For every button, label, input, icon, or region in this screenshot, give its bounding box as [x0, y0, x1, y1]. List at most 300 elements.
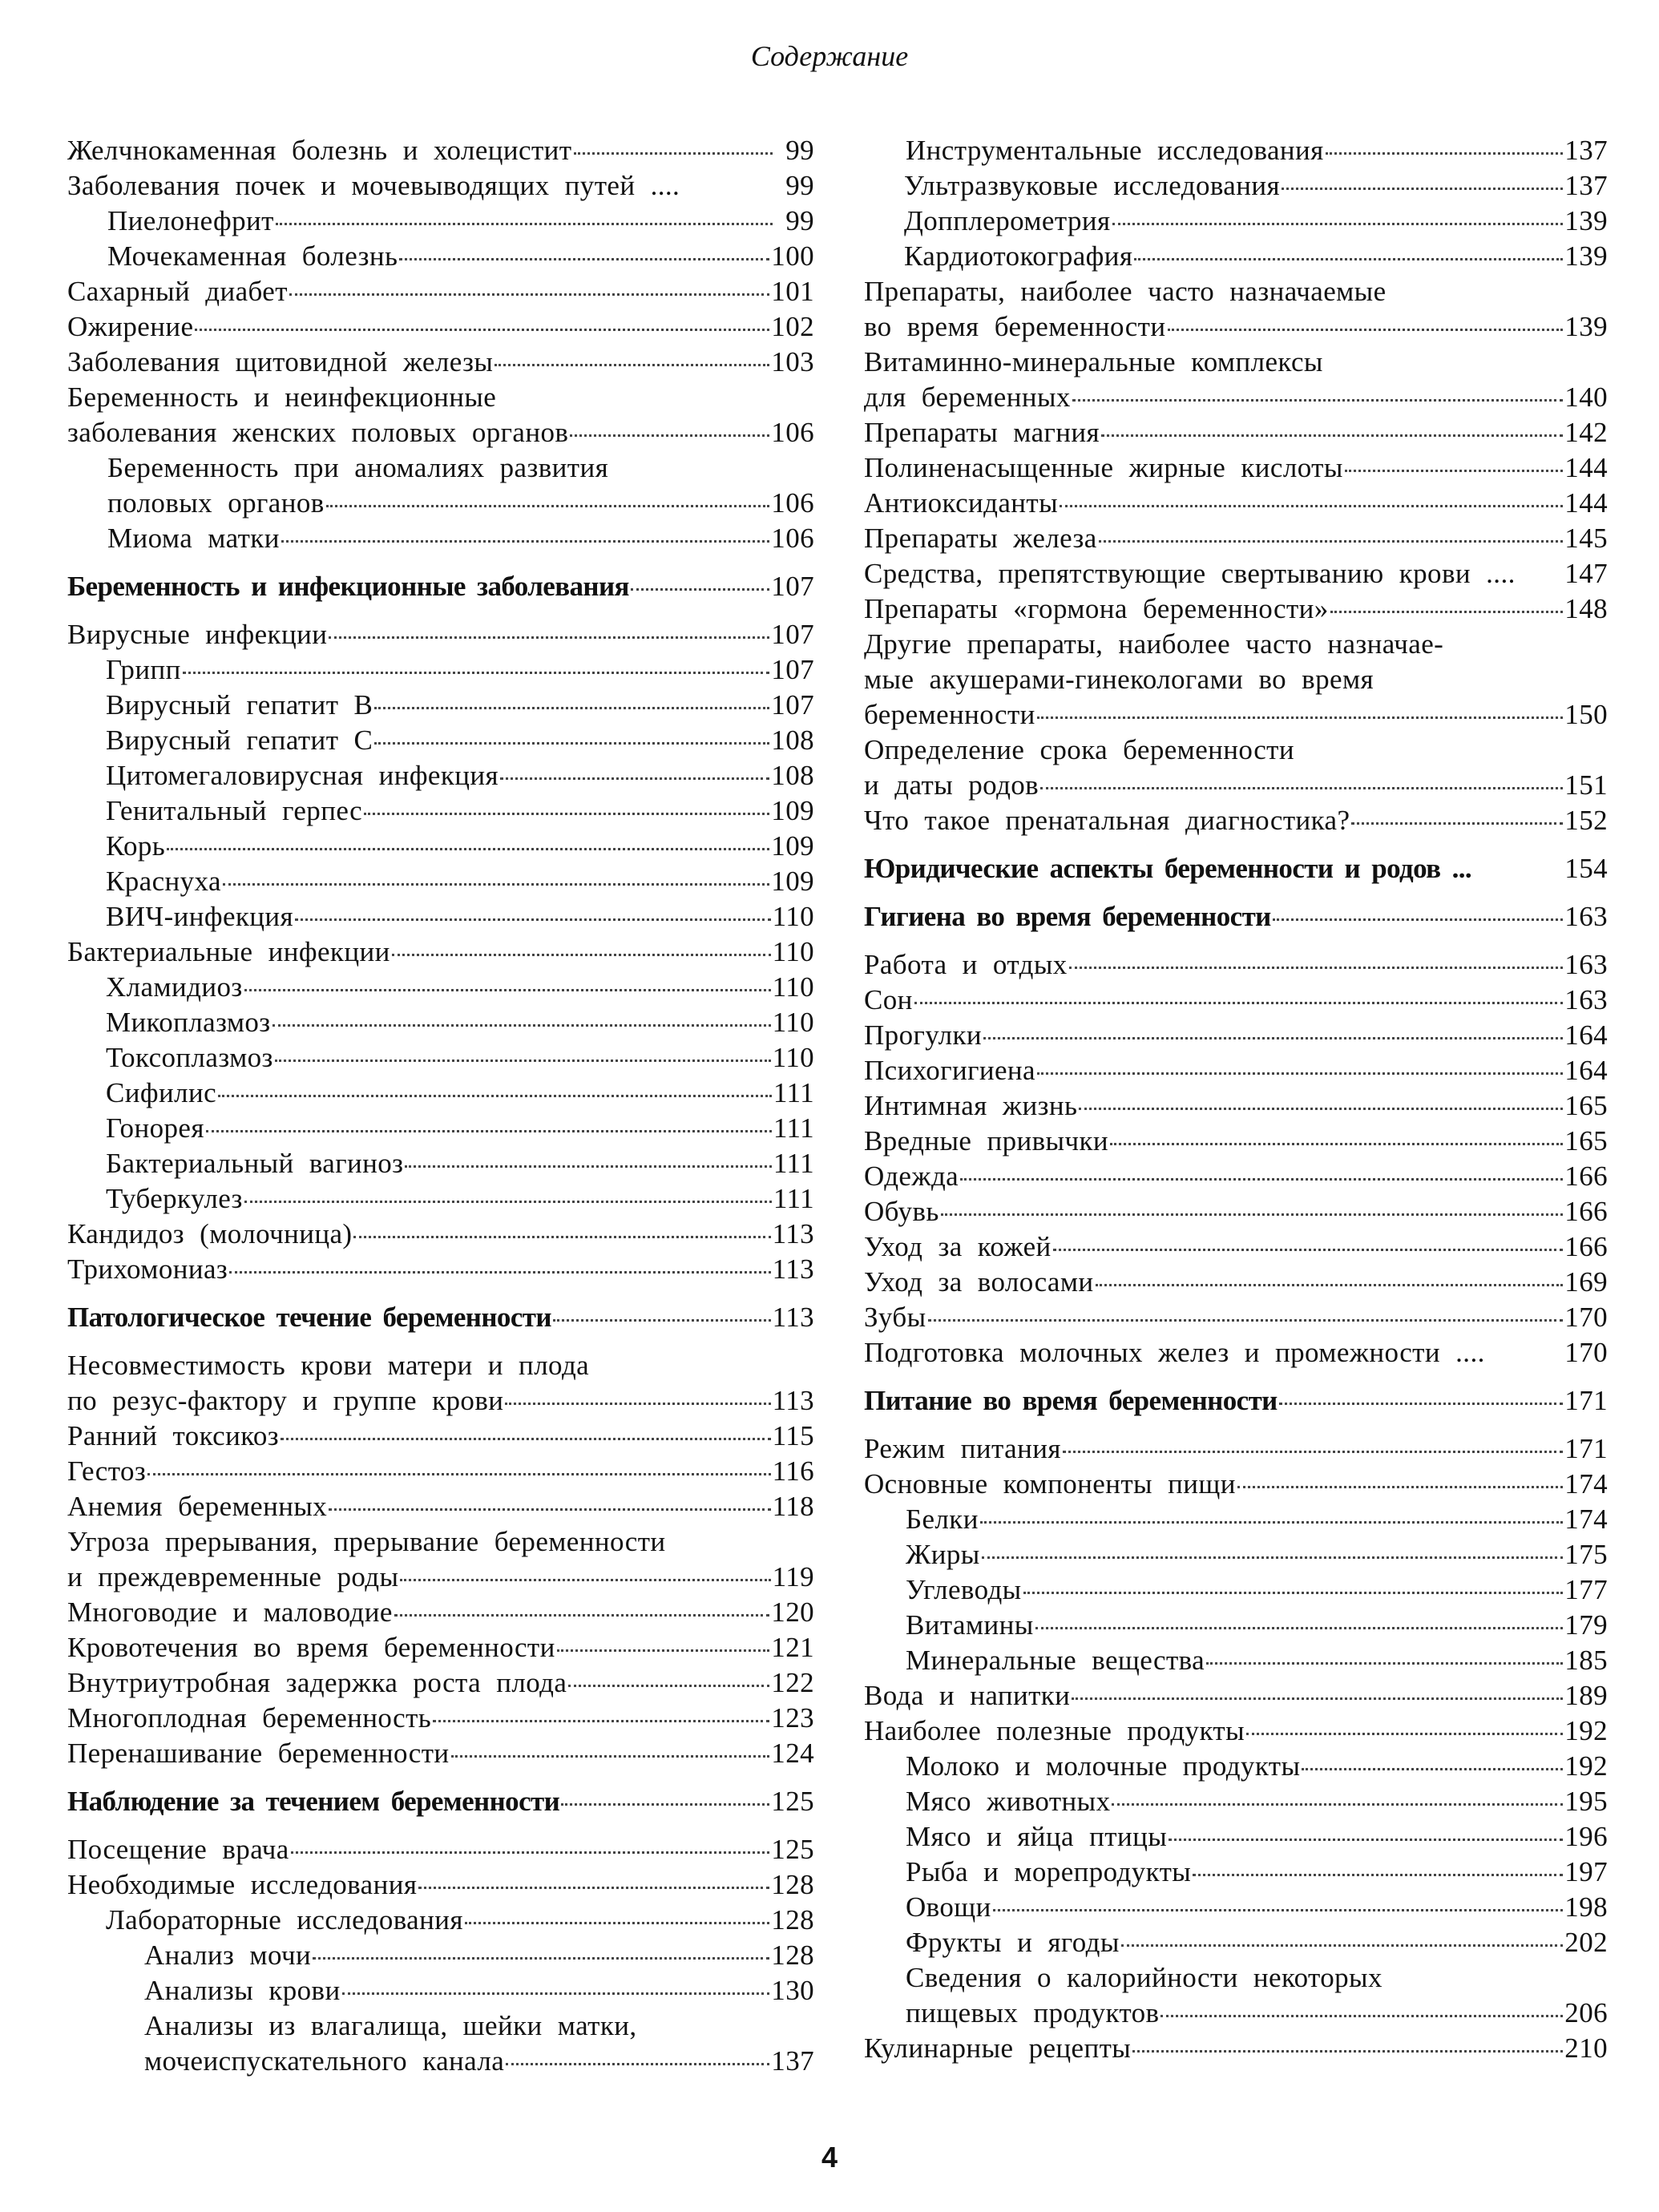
dot-leader: [244, 989, 771, 991]
dot-leader: [218, 1095, 772, 1097]
toc-entry-page: 202: [1564, 1927, 1608, 1958]
toc-entry[interactable]: [67, 758, 814, 793]
toc-entry-page: 107: [771, 619, 814, 650]
dot-leader: [364, 813, 769, 815]
toc-entry[interactable]: [67, 309, 814, 345]
dot-leader: [1132, 2050, 1563, 2053]
toc-entry[interactable]: [864, 1678, 1608, 1713]
dot-leader: [1168, 329, 1564, 331]
dot-leader: [167, 848, 769, 850]
toc-entry-title: Препараты магния: [864, 417, 1100, 448]
toc-entry-page: 99: [785, 205, 814, 236]
toc-entry-page: 198: [1564, 1891, 1608, 1923]
dot-leader: [289, 293, 769, 296]
toc-entry[interactable]: [864, 1088, 1608, 1124]
dot-leader: [568, 1685, 769, 1687]
dot-leader: [342, 1992, 770, 1995]
toc-entry[interactable]: [67, 688, 814, 723]
toc-entry-title: Определение срока беременности: [864, 734, 1294, 765]
toc-entry-title: Одежда: [864, 1160, 959, 1192]
toc-entry[interactable]: [67, 486, 814, 521]
toc-entry-title: Вирусный гепатит В: [106, 689, 373, 721]
toc-entry[interactable]: [864, 947, 1608, 983]
toc-section-heading[interactable]: [67, 1784, 814, 1819]
toc-entry[interactable]: [67, 1454, 814, 1489]
toc-entry-page: 163: [1564, 984, 1608, 1015]
toc-entry[interactable]: [864, 486, 1608, 521]
toc-entry-title: Анализ мочи: [144, 1940, 312, 1971]
toc-entry-title: Подготовка молочных желез и промежности ....: [864, 1337, 1485, 1368]
toc-entry[interactable]: [67, 204, 814, 239]
toc-entry-page: 174: [1564, 1504, 1608, 1535]
toc-entry-title: Интимная жизнь: [864, 1090, 1078, 1121]
toc-entry[interactable]: [67, 899, 814, 934]
toc-entry-page: 102: [771, 311, 814, 342]
toc-entry-page: 177: [1564, 1574, 1608, 1605]
toc-entry-title: Анализы крови: [144, 1975, 341, 2006]
toc-entry[interactable]: [864, 1608, 1608, 1643]
toc-entry[interactable]: [864, 345, 1608, 380]
toc-entry-title: Анализы из влагалища, шейки матки,: [144, 2010, 637, 2041]
toc-entry-title: для беременных: [864, 381, 1071, 413]
toc-entry[interactable]: [864, 1124, 1608, 1159]
dot-leader: [574, 152, 773, 155]
dot-leader: [206, 1130, 772, 1132]
toc-entry[interactable]: [67, 1040, 814, 1076]
dot-leader: [1035, 1627, 1564, 1629]
toc-entry-title: Угроза прерывания, прерывание беременности: [67, 1526, 666, 1557]
dot-leader: [1110, 1143, 1563, 1145]
toc-entry[interactable]: [67, 380, 814, 415]
dot-leader: [1053, 1249, 1564, 1251]
toc-entry[interactable]: [864, 768, 1608, 803]
toc-entry-title: Корь: [106, 830, 166, 862]
dot-leader: [1302, 1768, 1563, 1770]
toc-entry[interactable]: [67, 2044, 814, 2079]
toc-entry-page: 108: [771, 725, 814, 756]
toc-entry-title: половых органов: [107, 487, 325, 519]
toc-entry-title: Другие препараты, наиболее часто назначае-: [864, 628, 1444, 660]
toc-entry-page: 154: [1564, 853, 1608, 884]
toc-entry-title: Перенашивание беременности: [67, 1738, 450, 1769]
toc-entry-page: 137: [1564, 170, 1608, 201]
dot-leader: [1060, 505, 1563, 507]
dot-leader: [1112, 1803, 1563, 1806]
toc-entry-page: 107: [771, 571, 814, 602]
dot-leader: [505, 1403, 770, 1405]
toc-entry-title: Многоплодная беременность: [67, 1702, 432, 1734]
toc-entry[interactable]: [67, 133, 814, 168]
toc-entry-title: Рыба и морепродукты: [906, 1856, 1192, 1887]
dot-leader: [1169, 1839, 1563, 1841]
toc-entry-page: 110: [772, 936, 814, 967]
toc-entry[interactable]: [864, 204, 1608, 239]
toc-entry-title: Инструментальные исследования: [906, 135, 1324, 166]
toc-entry-title: Допплерометрия: [904, 205, 1111, 236]
toc-entry-title: Фрукты и ягоды: [906, 1927, 1120, 1958]
toc-entry[interactable]: [67, 1630, 814, 1665]
toc-entry-title: Наиболее полезные продукты: [864, 1715, 1245, 1746]
toc-entry[interactable]: [864, 1537, 1608, 1572]
dot-leader: [941, 1213, 1564, 1216]
toc-entry[interactable]: [67, 1076, 814, 1111]
toc-entry-title: и преждевременные роды: [67, 1561, 399, 1592]
dot-leader: [1023, 1592, 1564, 1594]
toc-entry[interactable]: [864, 591, 1608, 627]
toc-entry-page: 170: [1564, 1337, 1608, 1368]
toc-entry-title: Ожирение: [67, 311, 194, 342]
toc-entry[interactable]: [864, 1265, 1608, 1300]
toc-entry-page: 110: [772, 971, 814, 1003]
dot-leader: [1330, 611, 1564, 613]
toc-entry[interactable]: [67, 274, 814, 309]
toc-entry[interactable]: [67, 239, 814, 274]
toc-entry-title: Миома матки: [107, 523, 280, 554]
dot-leader: [1121, 1944, 1564, 1947]
toc-entry-page: 197: [1564, 1856, 1608, 1887]
dot-leader: [1326, 152, 1564, 155]
toc-entry-page: 137: [1564, 135, 1608, 166]
dot-leader: [960, 1178, 1563, 1181]
dot-leader: [1351, 822, 1563, 825]
dot-leader: [329, 636, 769, 639]
toc-entry[interactable]: [67, 970, 814, 1005]
toc-entry[interactable]: [67, 1348, 814, 1383]
toc-entry[interactable]: [67, 793, 814, 829]
toc-entry[interactable]: [864, 1784, 1608, 1819]
toc-entry-title: Прогулки: [864, 1019, 982, 1051]
toc-entry[interactable]: [864, 1960, 1608, 1996]
toc-entry[interactable]: [864, 168, 1608, 204]
dot-leader: [1069, 967, 1564, 969]
toc-entry-page: 148: [1564, 593, 1608, 624]
toc-entry[interactable]: [864, 1431, 1608, 1467]
toc-entry[interactable]: [864, 415, 1608, 450]
toc-entry-page: 120: [771, 1596, 814, 1628]
toc-entry-page: 175: [1564, 1539, 1608, 1570]
toc-entry[interactable]: [67, 168, 814, 204]
toc-entry-title: Токсоплазмоз: [106, 1042, 273, 1073]
toc-entry-page: 210: [1564, 2032, 1608, 2064]
dot-leader: [1096, 1284, 1564, 1286]
toc-entry[interactable]: [864, 380, 1608, 415]
toc-entry-title: Вредные привычки: [864, 1125, 1108, 1156]
dot-leader: [374, 707, 769, 709]
dot-leader: [399, 258, 769, 260]
toc-entry-page: 116: [772, 1455, 814, 1487]
toc-entry[interactable]: [864, 1925, 1608, 1960]
toc-entry[interactable]: [67, 1217, 814, 1252]
dot-leader: [374, 742, 769, 745]
toc-entry-title: Необходимые исследования: [67, 1869, 418, 1900]
toc-entry[interactable]: [864, 556, 1608, 591]
toc-entry-page: 163: [1564, 901, 1608, 932]
toc-entry[interactable]: [864, 1053, 1608, 1088]
toc-entry-title: Сон: [864, 984, 913, 1015]
dot-leader: [1160, 2015, 1563, 2017]
dot-leader: [353, 1236, 770, 1238]
toc-entry[interactable]: [864, 1018, 1608, 1053]
toc-entry[interactable]: [864, 1159, 1608, 1194]
toc-entry[interactable]: [67, 1701, 814, 1736]
toc-entry-page: 110: [772, 1042, 814, 1073]
toc-entry-title: Юридические аспекты беременности и родов ...: [864, 853, 1472, 884]
toc-entry-page: 139: [1564, 311, 1608, 342]
dot-leader: [506, 2063, 769, 2065]
toc-entry[interactable]: [67, 1903, 814, 1938]
dot-leader: [465, 1922, 769, 1924]
toc-entry-page: 121: [771, 1632, 814, 1663]
toc-entry-title: по резус-фактору и группе крови: [67, 1385, 504, 1416]
toc-entry-page: 152: [1564, 805, 1608, 836]
toc-entry-title: Бактериальные инфекции: [67, 936, 390, 967]
toc-entry[interactable]: [864, 1855, 1608, 1890]
dot-leader: [291, 1851, 770, 1854]
toc-entry[interactable]: [67, 1938, 814, 1973]
dot-leader: [500, 777, 769, 780]
toc-entry[interactable]: [864, 239, 1608, 274]
toc-entry[interactable]: [864, 1996, 1608, 2031]
toc-entry-title: Режим питания: [864, 1433, 1061, 1464]
dot-leader: [195, 329, 769, 331]
toc-entry-page: 185: [1564, 1645, 1608, 1676]
toc-entry-title: Работа и отдых: [864, 949, 1068, 980]
dot-leader: [313, 1957, 769, 1960]
toc-entry[interactable]: [864, 1643, 1608, 1678]
dot-leader: [147, 1473, 771, 1475]
toc-entry[interactable]: [67, 1252, 814, 1287]
toc-entry[interactable]: [864, 697, 1608, 733]
toc-entry-title: Беременность и неинфекционные: [67, 381, 497, 413]
dot-leader: [1279, 1403, 1564, 1405]
toc-entry-page: 166: [1564, 1196, 1608, 1227]
toc-entry[interactable]: [864, 309, 1608, 345]
toc-entry-title: заболевания женских половых органов: [67, 417, 569, 448]
toc-entry[interactable]: [67, 864, 814, 899]
toc-entry-title: Ранний токсикоз: [67, 1420, 279, 1451]
toc-entry-title: и даты родов: [864, 769, 1039, 801]
toc-entry-title: Заболевания почек и мочевыводящих путей ....: [67, 170, 680, 201]
toc-entry-page: 109: [771, 830, 814, 862]
dot-leader: [1206, 1662, 1563, 1665]
toc-entry-title: Витамины: [906, 1609, 1034, 1641]
toc-section-heading[interactable]: [864, 899, 1608, 934]
toc-entry[interactable]: [67, 617, 814, 652]
toc-entry-title: Препараты, наиболее часто назначаемые: [864, 276, 1387, 307]
dot-leader: [1134, 258, 1563, 260]
toc-entry-title: Кровотечения во время беременности: [67, 1632, 555, 1663]
page-number: 4: [821, 2141, 838, 2174]
toc-entry-title: Желчнокаменная болезнь и холецистит: [67, 135, 572, 166]
toc-entry[interactable]: [864, 2031, 1608, 2066]
toc-entry-title: Сахарный диабет: [67, 276, 288, 307]
toc-section-heading[interactable]: [864, 851, 1608, 886]
dot-leader: [223, 883, 769, 886]
toc-entry[interactable]: [67, 1383, 814, 1419]
toc-entry[interactable]: [864, 1502, 1608, 1537]
toc-entry-title: Генитальный герпес: [106, 795, 363, 826]
dot-leader: [1099, 540, 1564, 543]
dot-leader: [980, 1521, 1563, 1524]
toc-entry-page: 142: [1564, 417, 1608, 448]
toc-entry-title: Зубы: [864, 1302, 926, 1333]
dot-leader: [928, 1319, 1564, 1322]
toc-entry[interactable]: [864, 1194, 1608, 1229]
toc-entry-page: 108: [771, 760, 814, 791]
toc-entry[interactable]: [67, 1665, 814, 1701]
toc-entry-title: Сведения о калорийности некоторых: [906, 1962, 1382, 1993]
toc-entry-page: 166: [1564, 1160, 1608, 1192]
toc-entry[interactable]: [864, 983, 1608, 1018]
toc-entry-page: 164: [1564, 1055, 1608, 1086]
toc-entry-page: 163: [1564, 949, 1608, 980]
toc-entry-page: 107: [771, 654, 814, 685]
dot-leader: [1112, 223, 1564, 225]
toc-entry[interactable]: [67, 345, 814, 380]
toc-entry[interactable]: [67, 1560, 814, 1595]
toc-entry-title: Кулинарные рецепты: [864, 2032, 1132, 2064]
toc-entry-title: Бактериальный вагиноз: [106, 1148, 404, 1179]
dot-leader: [1072, 399, 1563, 402]
toc-entry[interactable]: [67, 1832, 814, 1867]
toc-entry[interactable]: [67, 652, 814, 688]
dot-leader: [394, 1614, 770, 1617]
toc-entry[interactable]: [67, 1736, 814, 1771]
toc-entry[interactable]: [67, 1005, 814, 1040]
dot-leader: [1101, 434, 1563, 437]
toc-entry[interactable]: [67, 2008, 814, 2044]
toc-section-heading[interactable]: [864, 1383, 1608, 1419]
toc-entry-title: Обувь: [864, 1196, 939, 1227]
page-header: Содержание: [750, 40, 909, 72]
toc-entry[interactable]: [67, 934, 814, 970]
toc-entry-page: 171: [1564, 1385, 1608, 1416]
toc-entry[interactable]: [864, 450, 1608, 486]
toc-entry[interactable]: [864, 1713, 1608, 1749]
toc-section-heading[interactable]: [67, 569, 814, 604]
toc-entry[interactable]: [67, 829, 814, 864]
toc-entry-title: Наблюдение за течением беременности: [67, 1786, 560, 1817]
toc-entry[interactable]: [67, 1489, 814, 1524]
toc-entry-title: Уход за кожей: [864, 1231, 1052, 1262]
toc-entry[interactable]: [864, 1819, 1608, 1855]
toc-entry-page: 107: [771, 689, 814, 721]
toc-entry-page: 123: [771, 1702, 814, 1734]
toc-entry[interactable]: [864, 1300, 1608, 1335]
toc-entry-page: 189: [1564, 1680, 1608, 1711]
toc-entry-page: 166: [1564, 1231, 1608, 1262]
toc-entry-title: Гигиена во время беременности: [864, 901, 1271, 932]
toc-entry-title: Пиелонефрит: [107, 205, 274, 236]
toc-entry-title: Гестоз: [67, 1455, 147, 1487]
toc-entry-title: Мочекаменная болезнь: [107, 240, 398, 272]
toc-entry-page: 124: [771, 1738, 814, 1769]
toc-entry[interactable]: [864, 627, 1608, 662]
dot-leader: [418, 1887, 769, 1889]
toc-entry-page: 128: [771, 1869, 814, 1900]
toc-entry[interactable]: [864, 274, 1608, 309]
toc-entry-title: Препараты железа: [864, 523, 1097, 554]
dot-leader: [275, 1060, 771, 1062]
toc-entry[interactable]: [67, 1595, 814, 1630]
toc-entry[interactable]: [67, 415, 814, 450]
dot-leader: [1040, 787, 1563, 789]
toc-entry[interactable]: [67, 1973, 814, 2008]
toc-entry[interactable]: [864, 133, 1608, 168]
dot-leader: [433, 1720, 769, 1722]
toc-entry-page: 125: [771, 1834, 814, 1865]
toc-entry-page: 139: [1564, 205, 1608, 236]
toc-entry[interactable]: [864, 1572, 1608, 1608]
toc-section-heading[interactable]: [67, 1300, 814, 1335]
toc-entry[interactable]: [67, 1867, 814, 1903]
toc-right-column: [864, 133, 1608, 2066]
toc-entry-title: Посещение врача: [67, 1834, 289, 1865]
toc-entry-page: 111: [773, 1148, 814, 1179]
toc-entry-page: 113: [772, 1385, 814, 1416]
toc-entry[interactable]: [864, 662, 1608, 697]
toc-entry[interactable]: [864, 521, 1608, 556]
dot-leader: [494, 364, 769, 366]
toc-entry[interactable]: [67, 1181, 814, 1217]
toc-entry-page: 179: [1564, 1609, 1608, 1641]
toc-entry-title: Психогигиена: [864, 1055, 1035, 1086]
toc-entry[interactable]: [864, 733, 1608, 768]
toc-entry-page: 137: [771, 2045, 814, 2077]
toc-entry[interactable]: [67, 521, 814, 556]
dot-leader: [1193, 1874, 1563, 1876]
toc-entry[interactable]: [67, 1524, 814, 1560]
toc-entry[interactable]: [864, 1229, 1608, 1265]
toc-entry-page: 111: [773, 1077, 814, 1108]
toc-entry-title: Краснуха: [106, 866, 221, 897]
toc-entry-page: 165: [1564, 1090, 1608, 1121]
toc-entry-title: Беременность при аномалиях развития: [107, 452, 609, 483]
toc-entry[interactable]: [67, 1419, 814, 1454]
toc-entry[interactable]: [67, 723, 814, 758]
toc-entry[interactable]: [67, 450, 814, 486]
toc-entry-page: 170: [1564, 1302, 1608, 1333]
toc-entry-title: мые акушерами-гинекологами во время: [864, 664, 1374, 695]
dot-leader: [281, 1438, 771, 1440]
toc-entry-title: Грипп: [106, 654, 181, 685]
toc-entry[interactable]: [864, 1749, 1608, 1784]
toc-entry-title: Минеральные вещества: [906, 1645, 1205, 1676]
toc-entry[interactable]: [67, 1146, 814, 1181]
toc-entry-page: 119: [772, 1561, 814, 1592]
toc-entry[interactable]: [67, 1111, 814, 1146]
dot-leader: [557, 1649, 770, 1652]
toc-entry-title: Несовместимость крови матери и плода: [67, 1350, 590, 1381]
toc-entry[interactable]: [864, 1335, 1608, 1370]
dot-leader: [631, 588, 769, 591]
dot-leader: [1037, 1072, 1563, 1075]
toc-entry-title: Молоко и молочные продукты: [906, 1750, 1301, 1782]
toc-entry-title: Хламидиоз: [106, 971, 243, 1003]
toc-entry-page: 174: [1564, 1468, 1608, 1500]
toc-entry-page: 128: [771, 1904, 814, 1936]
toc-entry-title: Уход за волосами: [864, 1266, 1094, 1298]
toc-entry-page: 100: [771, 240, 814, 272]
toc-entry[interactable]: [864, 1467, 1608, 1502]
toc-entry-title: Что такое пренатальная диагностика?: [864, 805, 1350, 836]
toc-entry-title: Сифилис: [106, 1077, 217, 1108]
toc-entry-page: 150: [1564, 699, 1608, 730]
toc-entry-title: Анемия беременных: [67, 1491, 328, 1522]
toc-entry[interactable]: [864, 1890, 1608, 1925]
toc-entry[interactable]: [864, 803, 1608, 838]
toc-entry-page: 125: [771, 1786, 814, 1817]
